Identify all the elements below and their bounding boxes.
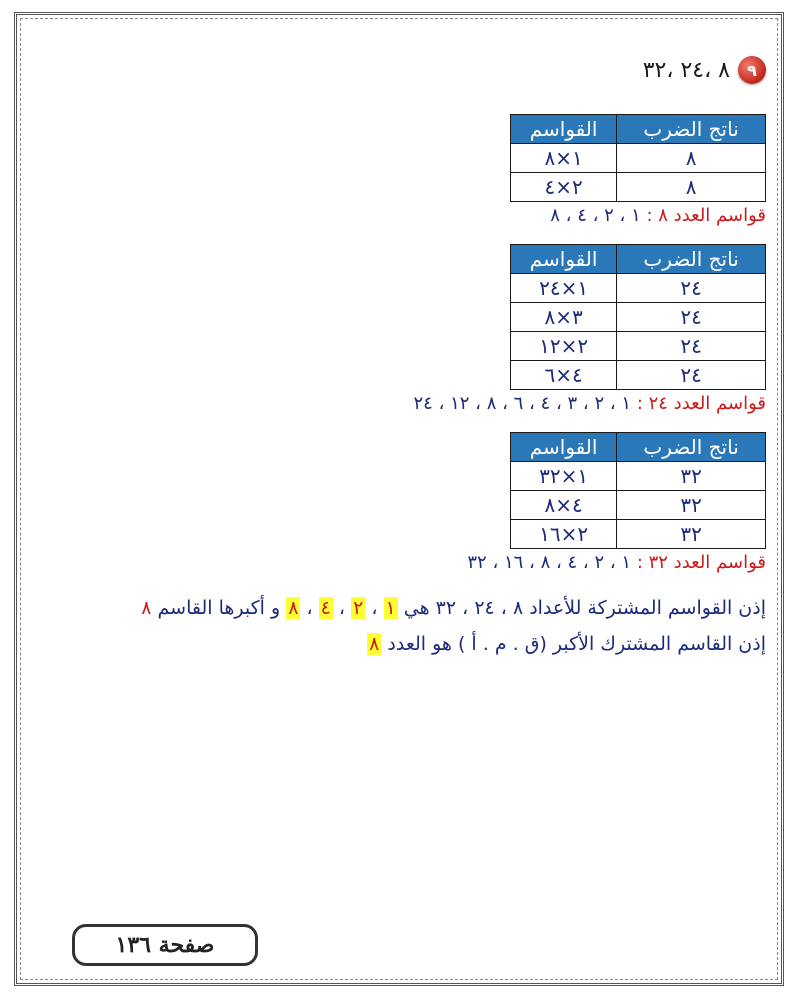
- common-factors-line: [30, 591, 766, 627]
- cell-factors: ١×٣٢: [511, 462, 617, 491]
- factor-table-32: [510, 432, 766, 549]
- factors-list: ١ ، ٢ ، ٣ ، ٤ ، ٦ ، ٨ ، ١٢ ، ٢٤: [413, 393, 637, 414]
- cell-factors: ٤×٦: [511, 361, 617, 390]
- table-row: [511, 173, 766, 202]
- cell-product: ٣٢: [617, 520, 766, 549]
- factors-label: قواسم العدد ٨ :: [646, 205, 766, 226]
- cell-product: ٢٤: [617, 274, 766, 303]
- factors-list: ١ ، ٢ ، ٤ ، ٨: [550, 205, 647, 226]
- largest-factor-text: و أكبرها القاسم: [151, 597, 287, 619]
- cell-product: ٢٤: [617, 303, 766, 332]
- cell-factors: ١×٨: [511, 144, 617, 173]
- common-factor: ٢: [353, 597, 364, 619]
- header-factors: القواسم: [511, 433, 617, 462]
- cell-product: ٨: [617, 173, 766, 202]
- cell-factors: ٤×٨: [511, 491, 617, 520]
- factors-label: قواسم العدد ٢٤ :: [636, 393, 766, 414]
- cell-product: ٢٤: [617, 332, 766, 361]
- cell-factors: ١×٢٤: [511, 274, 617, 303]
- common-factors-prefix: إذن القواسم المشتركة للأعداد ٨ ، ٢٤ ، ٣٢ هي: [397, 597, 766, 619]
- factors-of-8: [30, 202, 766, 230]
- common-factor: ١: [385, 597, 396, 619]
- question-numbers: ٨ ،٢٤ ،٣٢: [642, 57, 730, 83]
- common-factor: ٤: [320, 597, 331, 619]
- cell-factors: ٢×١٦: [511, 520, 617, 549]
- factors-label: قواسم العدد ٣٢ :: [636, 552, 766, 573]
- cell-product: ٣٢: [617, 462, 766, 491]
- cell-factors: ٣×٨: [511, 303, 617, 332]
- cell-product: ٣٢: [617, 491, 766, 520]
- header-product: ناتج الضرب: [617, 245, 766, 274]
- gcf-prefix: إذن القاسم المشترك الأكبر (ق . م . أ ) هو العدد: [381, 633, 766, 655]
- exercise-content: [30, 50, 766, 663]
- cell-product: ٢٤: [617, 361, 766, 390]
- table-row: [511, 303, 766, 332]
- separator: ،: [365, 597, 384, 619]
- page-number-label: صفحة ١٣٦: [72, 924, 258, 966]
- question-heading: [30, 50, 766, 90]
- table-row: [511, 520, 766, 549]
- header-product: ناتج الضرب: [617, 433, 766, 462]
- separator: ،: [332, 597, 352, 619]
- table-row: [511, 144, 766, 173]
- cell-factors: ٢×٤: [511, 173, 617, 202]
- header-factors: القواسم: [511, 115, 617, 144]
- gcf-value: ٨: [369, 633, 380, 655]
- header-factors: القواسم: [511, 245, 617, 274]
- common-factor: ٨: [288, 597, 299, 619]
- table-row: [511, 462, 766, 491]
- table-row: [511, 332, 766, 361]
- factors-of-32: [30, 549, 766, 577]
- separator: ،: [300, 597, 319, 619]
- table-row: [511, 274, 766, 303]
- factors-of-24: [30, 390, 766, 418]
- factor-table-24: [510, 244, 766, 390]
- gcf-line: [30, 627, 766, 663]
- largest-factor-value: ٨: [141, 597, 152, 619]
- factor-table-8: [510, 114, 766, 202]
- cell-product: ٨: [617, 144, 766, 173]
- factors-list: ١ ، ٢ ، ٤ ، ٨ ، ١٦ ، ٣٢: [467, 552, 637, 573]
- question-number-badge: ٩: [738, 56, 766, 84]
- header-product: ناتج الضرب: [617, 115, 766, 144]
- table-row: [511, 491, 766, 520]
- cell-factors: ٢×١٢: [511, 332, 617, 361]
- table-row: [511, 361, 766, 390]
